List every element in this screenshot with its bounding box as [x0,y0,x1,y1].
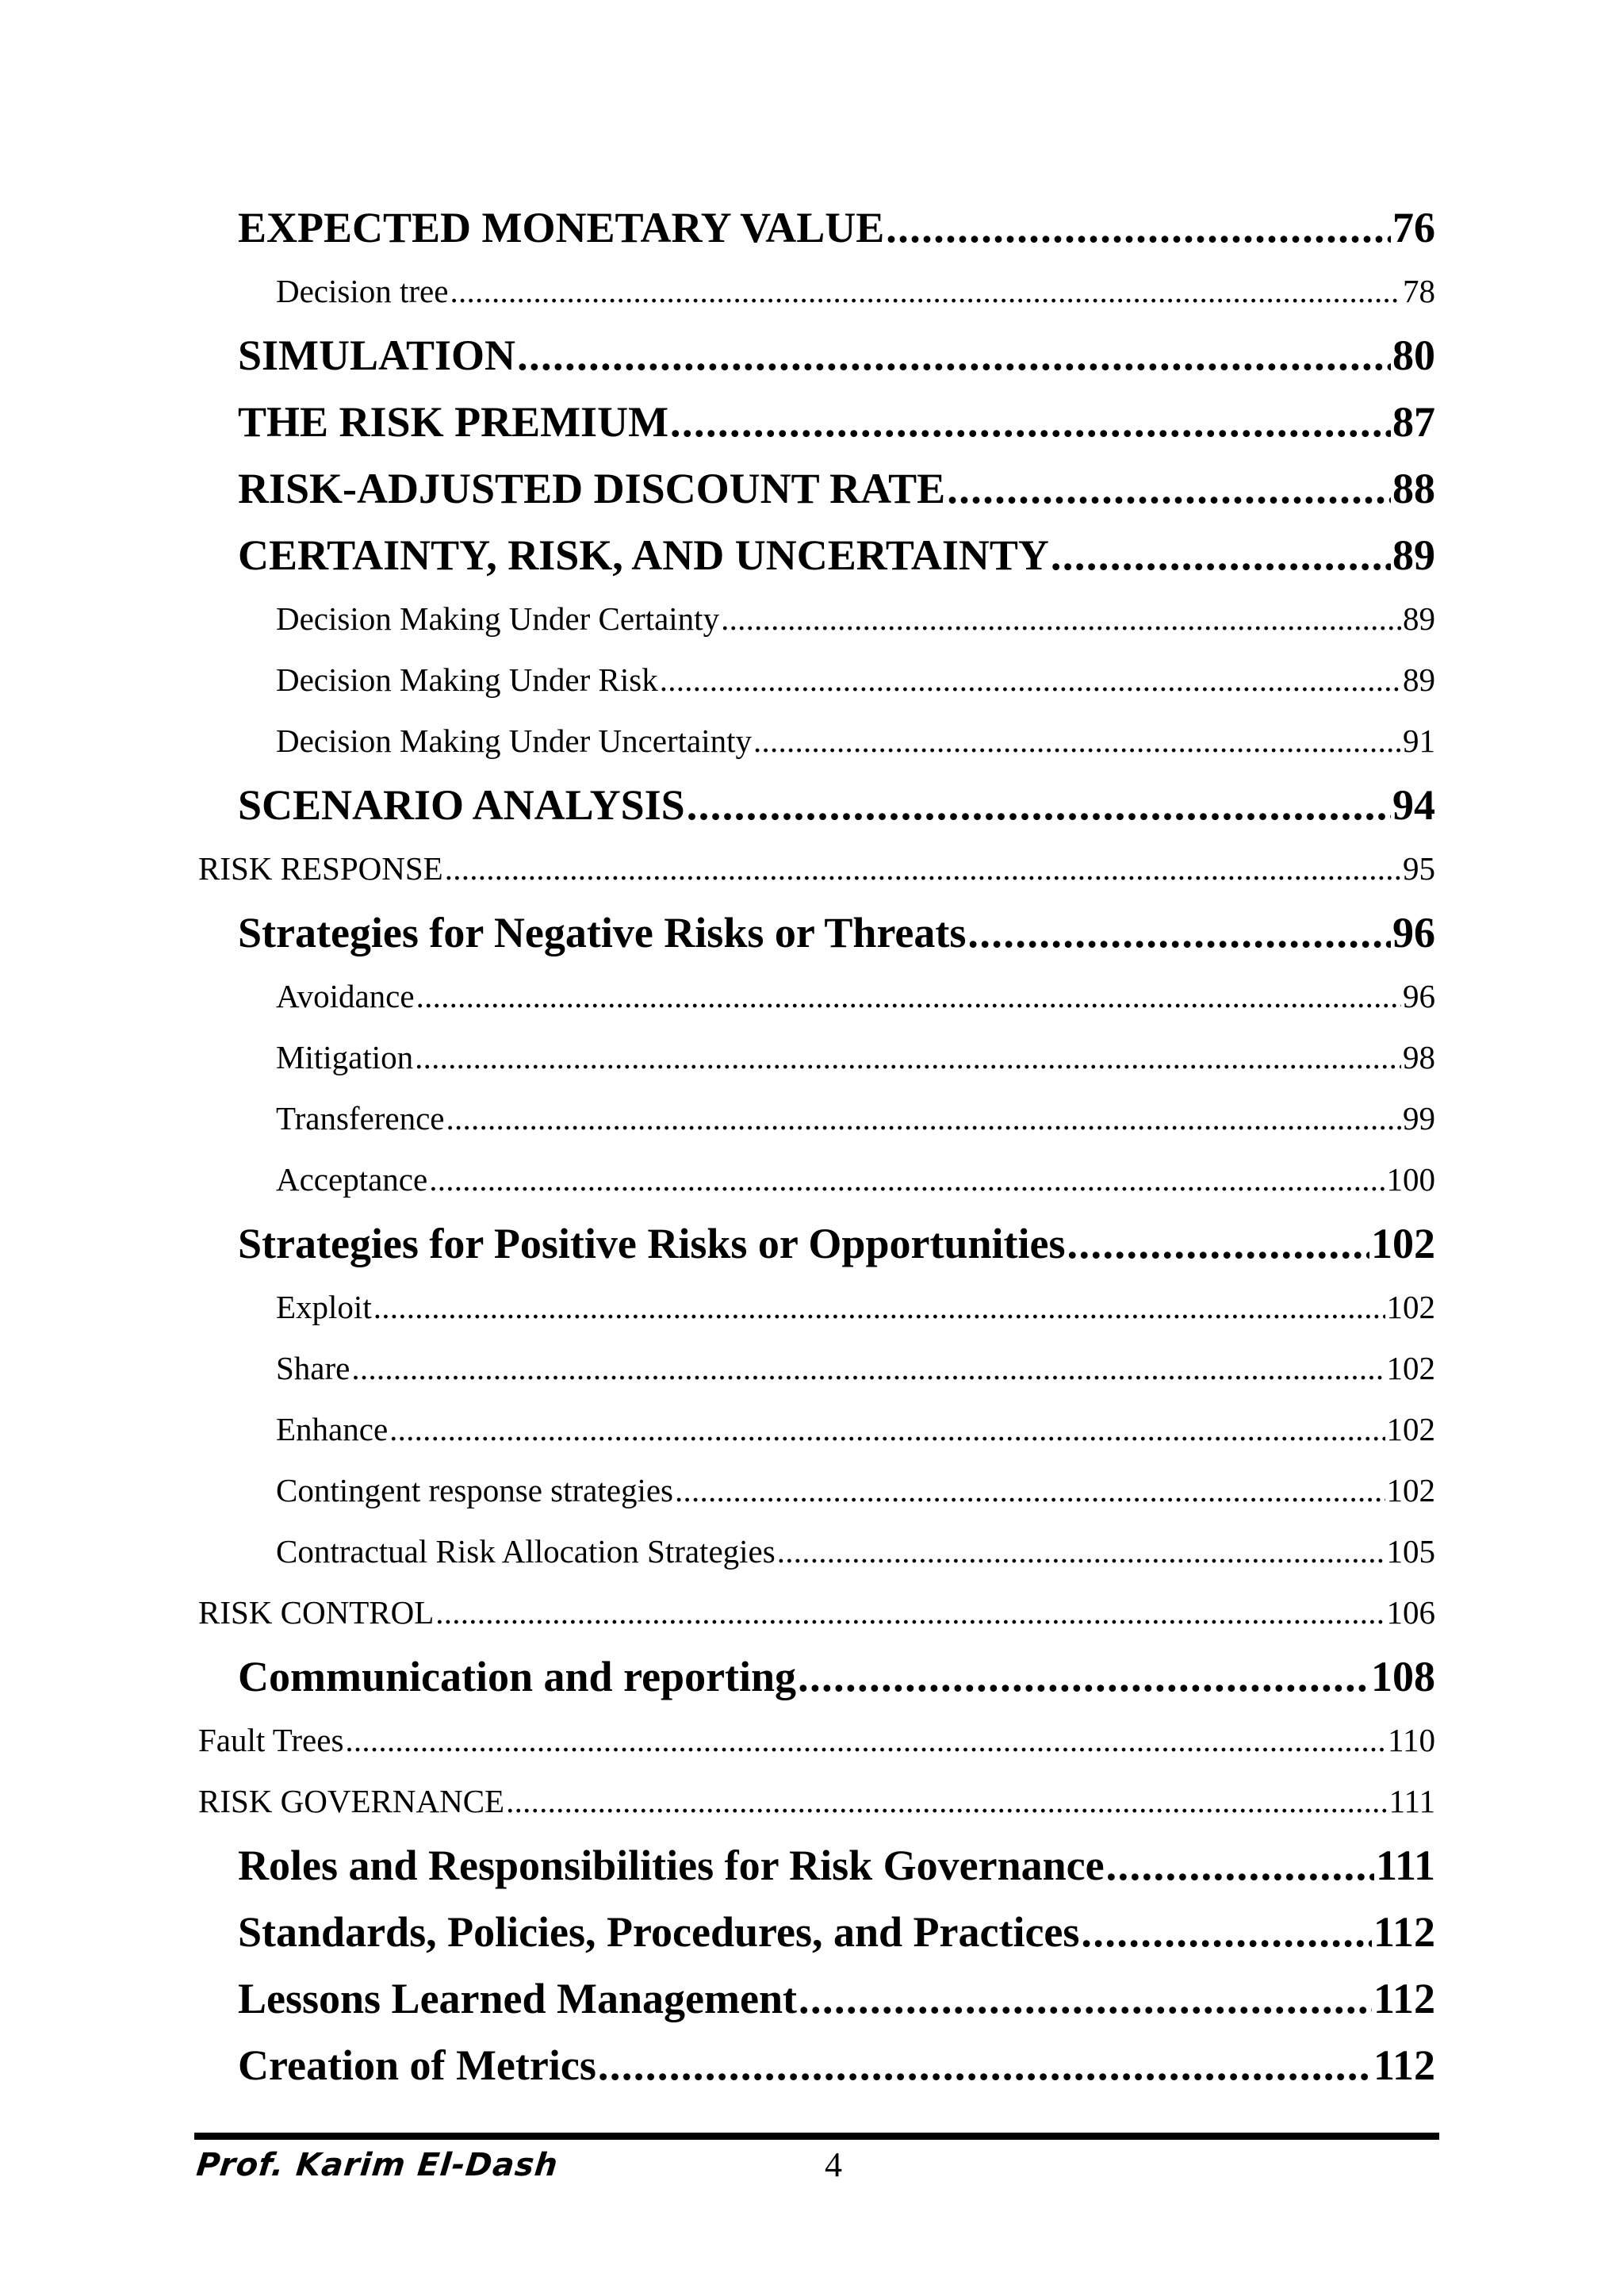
toc-dot-leader [687,772,1391,838]
toc-entry-title: Decision Making Under Uncertainty [276,723,753,759]
toc-entry-title: Share [276,1350,350,1386]
toc-entry-page: 98 [1403,1039,1435,1075]
toc-entry[interactable] [198,966,1435,1027]
toc-entry[interactable] [198,711,1435,772]
toc-dot-leader [670,389,1391,455]
toc-entry[interactable] [198,1338,1435,1399]
toc-entry[interactable] [198,650,1435,711]
toc-entry-title: Communication and reporting [238,1653,797,1700]
toc-dot-leader [416,966,1401,1027]
toc-entry[interactable] [198,1582,1435,1643]
toc-entry[interactable] [198,1771,1435,1832]
footer-page-number: 4 [825,2145,842,2184]
toc-entry-page: 78 [1403,273,1435,309]
toc-entry-page: 106 [1386,1594,1435,1631]
toc-dot-leader [1051,522,1391,588]
toc-dot-leader [777,1521,1385,1582]
toc-entry-title: SCENARIO ANALYSIS [238,781,685,829]
toc-entry-page: 100 [1386,1161,1435,1198]
toc-entry-title: EXPECTED MONETARY VALUE [238,204,885,251]
footer-author: Prof. Karim El-Dash [194,2147,561,2183]
toc-entry-page: 96 [1403,978,1435,1014]
toc-entry-page: 102 [1386,1411,1435,1447]
toc-entry-page: 76 [1392,204,1435,251]
toc-entry-title: Contingent response strategies [276,1472,674,1508]
toc-entry[interactable] [198,1277,1435,1338]
toc-dot-leader [345,1710,1386,1771]
toc-entry[interactable] [198,772,1435,838]
toc-entry-page: 111 [1375,1842,1435,1889]
toc-dot-leader [660,650,1401,711]
toc-entry-page: 108 [1371,1653,1435,1700]
toc-dot-leader [598,2032,1372,2099]
toc-entry[interactable] [198,588,1435,650]
toc-entry[interactable] [198,1149,1435,1210]
table-of-contents [198,194,1435,2099]
toc-entry-page: 88 [1392,465,1435,512]
toc-dot-leader [798,1643,1369,1710]
toc-entry-page: 89 [1403,600,1435,637]
toc-entry-page: 105 [1386,1533,1435,1570]
toc-entry[interactable] [198,838,1435,899]
toc-dot-leader [967,899,1391,966]
toc-entry-page: 96 [1392,909,1435,956]
toc-entry-title: RISK-ADJUSTED DISCOUNT RATE [238,465,946,512]
toc-entry[interactable] [198,522,1435,588]
toc-dot-leader [886,194,1391,261]
toc-entry-title: Decision Making Under Risk [276,661,658,698]
toc-entry-page: 80 [1392,332,1435,379]
toc-entry-title: Creation of Metrics [238,2041,596,2089]
toc-entry-title: RISK GOVERNANCE [198,1783,505,1819]
toc-dot-leader [415,1027,1401,1088]
toc-entry-title: Decision tree [276,273,449,309]
footer-rule [194,2133,1439,2140]
toc-entry[interactable] [198,1088,1435,1149]
toc-dot-leader [351,1338,1385,1399]
toc-entry-title: Roles and Responsibilities for Risk Governance [238,1842,1105,1889]
toc-dot-leader [1067,1210,1369,1277]
toc-entry-title: Avoidance [276,978,415,1014]
toc-entry-title: THE RISK PREMIUM [238,398,669,446]
toc-entry-title: Lessons Learned Management [238,1975,797,2022]
toc-entry[interactable] [198,1399,1435,1460]
toc-dot-leader [450,261,1401,322]
toc-entry-page: 111 [1388,1783,1435,1819]
toc-entry[interactable] [198,2032,1435,2099]
toc-dot-leader [1106,1832,1374,1899]
toc-entry[interactable] [198,1210,1435,1277]
toc-entry-page: 102 [1386,1350,1435,1386]
toc-entry-page: 110 [1388,1722,1435,1758]
toc-entry-title: Standards, Policies, Procedures, and Practices [238,1908,1080,1956]
toc-entry-title: Fault Trees [198,1722,344,1758]
toc-entry[interactable] [198,194,1435,261]
toc-entry-title: CERTAINTY, RISK, AND UNCERTAINTY [238,531,1049,579]
toc-entry[interactable] [198,1460,1435,1521]
toc-entry[interactable] [198,455,1435,522]
toc-dot-leader [517,322,1391,389]
toc-dot-leader [506,1771,1387,1832]
toc-dot-leader [389,1399,1385,1460]
toc-entry-title: RISK RESPONSE [198,850,443,887]
toc-entry-page: 112 [1373,1975,1435,2022]
toc-dot-leader [753,711,1401,772]
toc-dot-leader [373,1277,1385,1338]
toc-entry[interactable] [198,1027,1435,1088]
toc-entry-page: 112 [1373,2041,1435,2089]
toc-entry[interactable] [198,1710,1435,1771]
toc-dot-leader [445,838,1401,899]
toc-entry-title: Transference [276,1100,445,1137]
toc-entry[interactable] [198,1899,1435,1965]
toc-dot-leader [435,1582,1385,1643]
toc-entry-page: 102 [1386,1289,1435,1325]
toc-entry-title: SIMULATION [238,332,516,379]
toc-entry-title: Strategies for Positive Risks or Opportunities [238,1220,1066,1267]
toc-entry-title: Mitigation [276,1039,414,1075]
toc-dot-leader [799,1965,1372,2032]
toc-entry[interactable] [198,1643,1435,1710]
toc-entry-title: Exploit [276,1289,372,1325]
toc-entry-title: RISK CONTROL [198,1594,435,1631]
toc-entry[interactable] [198,899,1435,966]
toc-entry-title: Contractual Risk Allocation Strategies [276,1533,776,1570]
toc-entry-title: Enhance [276,1411,389,1447]
toc-entry-title: Acceptance [276,1161,428,1198]
toc-entry-title: Strategies for Negative Risks or Threats [238,909,967,956]
toc-entry-page: 102 [1386,1472,1435,1508]
toc-entry-page: 94 [1392,781,1435,829]
toc-entry[interactable] [198,261,1435,322]
toc-entry-page: 91 [1403,723,1435,759]
toc-dot-leader [675,1460,1385,1521]
toc-entry-title: Decision Making Under Certainty [276,600,720,637]
toc-entry-page: 95 [1403,850,1435,887]
toc-entry-page: 102 [1371,1220,1435,1267]
toc-entry[interactable] [198,1521,1435,1582]
toc-dot-leader [947,455,1391,522]
toc-entry[interactable] [198,1965,1435,2032]
toc-dot-leader [429,1149,1385,1210]
toc-entry[interactable] [198,389,1435,455]
toc-entry-page: 89 [1392,531,1435,579]
toc-entry-page: 99 [1403,1100,1435,1137]
toc-entry[interactable] [198,322,1435,389]
toc-dot-leader [1081,1899,1372,1965]
toc-dot-leader [446,1088,1401,1149]
toc-entry[interactable] [198,1832,1435,1899]
toc-entry-page: 87 [1392,398,1435,446]
toc-entry-page: 89 [1403,661,1435,698]
toc-entry-page: 112 [1373,1908,1435,1956]
toc-dot-leader [721,588,1401,650]
